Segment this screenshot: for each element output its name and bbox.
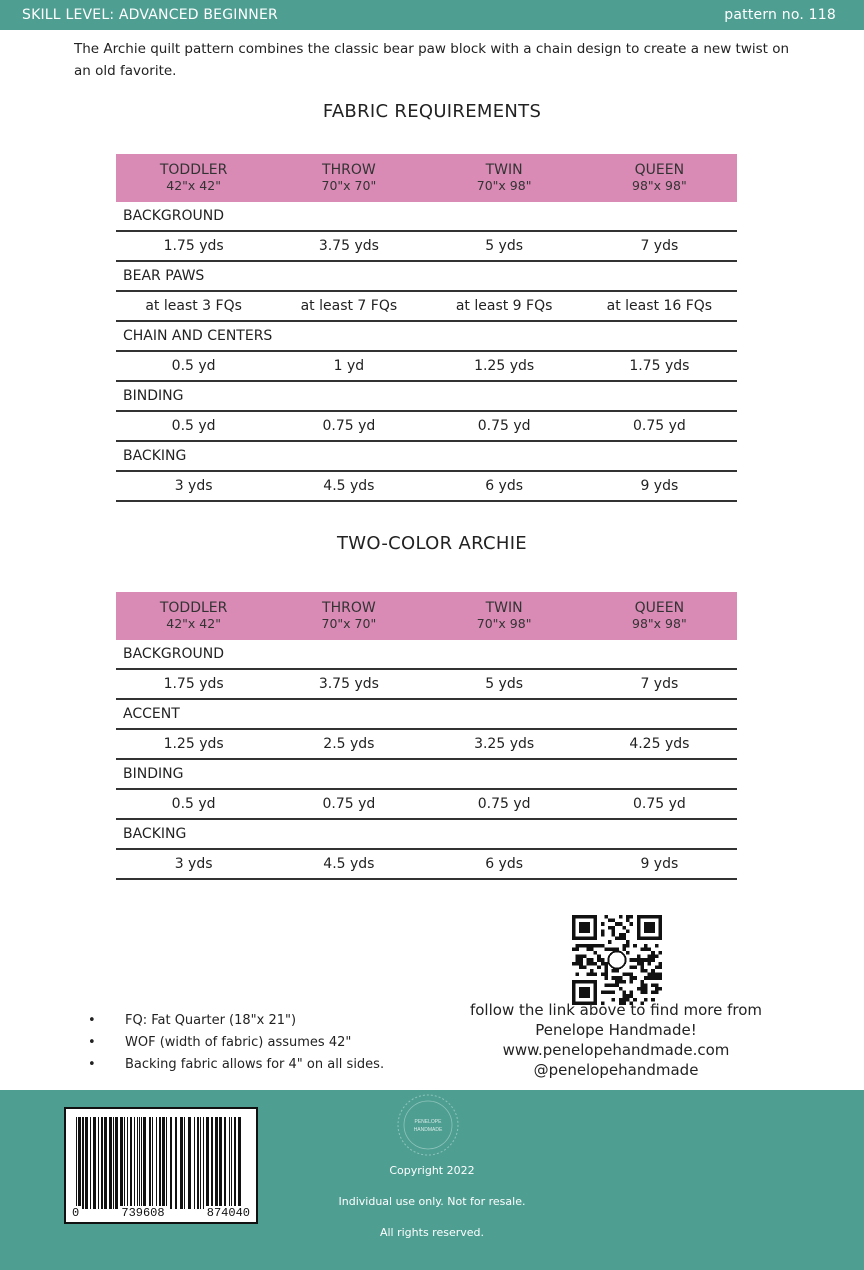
- table-cell: 1 yd: [271, 351, 426, 381]
- seal-top-text: PENELOPE: [414, 1119, 442, 1125]
- column-size: 42"x 42": [166, 616, 221, 631]
- table-header-row: [116, 592, 737, 640]
- category-row: [116, 640, 737, 669]
- table-cell: 1.75 yds: [116, 669, 271, 699]
- table-row: [116, 729, 737, 759]
- column-header: [116, 592, 271, 640]
- table-cell: at least 16 FQs: [582, 291, 737, 321]
- category-label: BINDING: [116, 381, 737, 411]
- table-cell: at least 9 FQs: [427, 291, 582, 321]
- column-size: 98"x 98": [632, 616, 687, 631]
- usage-text: Individual use only. Not for resale.: [338, 1195, 526, 1208]
- category-row: [116, 441, 737, 471]
- table-cell: 9 yds: [582, 849, 737, 879]
- category-label: ACCENT: [116, 699, 737, 729]
- pattern-number: pattern no. 118: [724, 7, 836, 23]
- table-cell: 9 yds: [582, 471, 737, 501]
- table-cell: 6 yds: [427, 471, 582, 501]
- column-name: TWIN: [485, 600, 523, 616]
- column-name: THROW: [322, 600, 376, 616]
- category-row: [116, 202, 737, 231]
- table-cell: 3.75 yds: [271, 669, 426, 699]
- table-cell: 3.75 yds: [271, 231, 426, 261]
- penelope-handmade-seal-icon: [395, 1092, 461, 1158]
- column-size: 42"x 42": [166, 178, 221, 193]
- table-cell: 3.25 yds: [427, 729, 582, 759]
- column-size: 70"x 70": [321, 616, 377, 631]
- column-header: [427, 592, 582, 640]
- table-row: [116, 411, 737, 441]
- table-cell: 1.25 yds: [116, 729, 271, 759]
- two-color-table: [116, 592, 737, 880]
- column-name: TODDLER: [159, 600, 228, 616]
- table-cell: 0.5 yd: [116, 411, 271, 441]
- table-cell: 0.75 yd: [582, 411, 737, 441]
- table-row: [116, 291, 737, 321]
- table-row: [116, 351, 737, 381]
- table-cell: 0.75 yd: [427, 789, 582, 819]
- category-label: BACKING: [116, 819, 737, 849]
- category-row: [116, 699, 737, 729]
- table-cell: 2.5 yds: [271, 729, 426, 759]
- skill-level: SKILL LEVEL: ADVANCED BEGINNER: [22, 7, 278, 23]
- table-cell: 4.5 yds: [271, 471, 426, 501]
- table-cell: 0.75 yd: [427, 411, 582, 441]
- column-header: [427, 154, 582, 202]
- category-label: BINDING: [116, 759, 737, 789]
- table-cell: 6 yds: [427, 849, 582, 879]
- category-row: [116, 261, 737, 291]
- table-cell: 7 yds: [582, 231, 737, 261]
- column-name: QUEEN: [634, 162, 685, 178]
- category-label: BEAR PAWS: [116, 261, 737, 291]
- column-header: [271, 592, 426, 640]
- column-size: 70"x 98": [476, 616, 532, 631]
- copyright-text: Copyright 2022: [389, 1164, 475, 1177]
- table-cell: 0.75 yd: [582, 789, 737, 819]
- list-item: • FQ: Fat Quarter (18"x 21"): [88, 1010, 384, 1032]
- barcode-digit-group: 739608: [121, 1206, 165, 1220]
- barcode-digit-group: 874040: [206, 1206, 250, 1220]
- table-cell: at least 7 FQs: [271, 291, 426, 321]
- table-cell: 1.75 yds: [582, 351, 737, 381]
- fabric-requirements-table: [116, 154, 737, 502]
- table-cell: 0.5 yd: [116, 351, 271, 381]
- table-row: [116, 231, 737, 261]
- column-header: [582, 592, 737, 640]
- column-name: QUEEN: [634, 600, 685, 616]
- category-label: BACKING: [116, 441, 737, 471]
- table-header-row: [116, 154, 737, 202]
- barcode-digit-group: 0: [72, 1206, 80, 1220]
- table-row: [116, 669, 737, 699]
- category-row: [116, 759, 737, 789]
- category-label: CHAIN AND CENTERS: [116, 321, 737, 351]
- category-label: BACKGROUND: [116, 640, 737, 669]
- notes-list: [88, 1010, 384, 1076]
- table-cell: 1.25 yds: [427, 351, 582, 381]
- intro-paragraph: The Archie quilt pattern combines the classic bear paw block with a chain design to create a new twist on an old favorite.: [74, 41, 790, 79]
- list-item: • WOF (width of fabric) assumes 42": [88, 1032, 384, 1054]
- column-header: [582, 154, 737, 202]
- table-cell: 0.75 yd: [271, 411, 426, 441]
- category-row: [116, 321, 737, 351]
- table-cell: 5 yds: [427, 669, 582, 699]
- category-row: [116, 381, 737, 411]
- follow-block: [446, 1000, 786, 1080]
- column-size: 98"x 98": [632, 178, 687, 193]
- table-cell: 5 yds: [427, 231, 582, 261]
- column-name: THROW: [322, 162, 376, 178]
- barcode-digits: [70, 1206, 252, 1220]
- table-cell: 7 yds: [582, 669, 737, 699]
- table-cell: 0.5 yd: [116, 789, 271, 819]
- column-header: [271, 154, 426, 202]
- table-cell: 1.75 yds: [116, 231, 271, 261]
- column-header: [116, 154, 271, 202]
- rights-text: All rights reserved.: [379, 1226, 485, 1239]
- fabric-requirements-title: FABRIC REQUIREMENTS: [322, 101, 542, 122]
- two-color-title: TWO-COLOR ARCHIE: [337, 533, 527, 554]
- top-banner: [0, 0, 864, 30]
- table-row: [116, 849, 737, 879]
- table-cell: 4.5 yds: [271, 849, 426, 879]
- column-name: TWIN: [485, 162, 523, 178]
- category-row: [116, 819, 737, 849]
- table-cell: 3 yds: [116, 471, 271, 501]
- list-item: • Backing fabric allows for 4" on all sides.: [88, 1054, 384, 1076]
- follow-line-2: Penelope Handmade!: [535, 1021, 697, 1039]
- category-label: BACKGROUND: [116, 202, 737, 231]
- social-handle[interactable]: @penelopehandmade: [533, 1061, 699, 1079]
- table-row: [116, 471, 737, 501]
- follow-line-1: follow the link above to find more from: [469, 1001, 763, 1019]
- table-cell: 3 yds: [116, 849, 271, 879]
- qr-code-icon[interactable]: [572, 915, 662, 1005]
- table-row: [116, 789, 737, 819]
- column-size: 70"x 98": [476, 178, 532, 193]
- column-size: 70"x 70": [321, 178, 377, 193]
- table-cell: at least 3 FQs: [116, 291, 271, 321]
- column-name: TODDLER: [159, 162, 228, 178]
- website-link[interactable]: www.penelopehandmade.com: [502, 1041, 730, 1059]
- table-cell: 0.75 yd: [271, 789, 426, 819]
- seal-bottom-text: HANDMADE: [413, 1127, 443, 1133]
- table-cell: 4.25 yds: [582, 729, 737, 759]
